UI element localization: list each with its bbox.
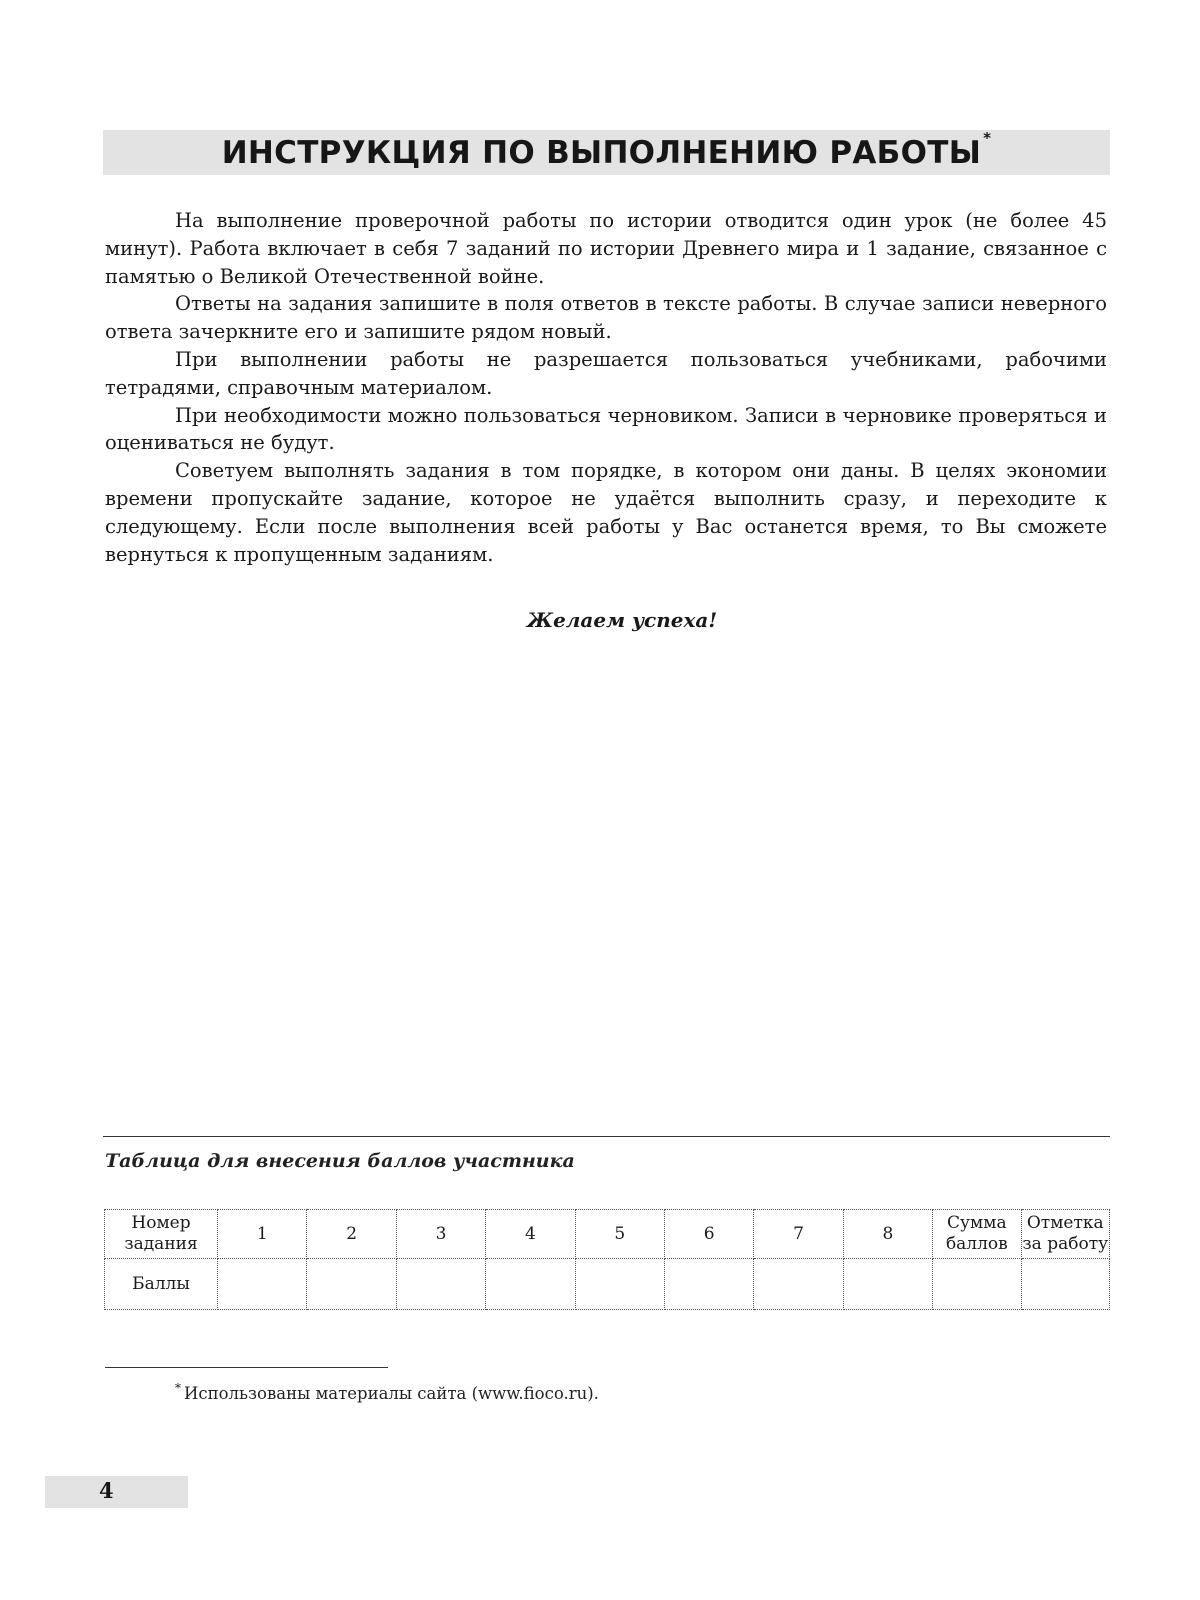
table-divider [103,1136,1110,1137]
task-3-score-cell[interactable] [396,1259,485,1310]
score-table-data-row [105,1259,1110,1310]
instruction-paragraph-3: При выполнении работы не разрешается пользоваться учебниками, рабочими тетрадями, справочным материалом. [105,347,1107,399]
task-number-header [105,1210,218,1259]
score-table-caption: Таблица для внесения баллов участника [105,1150,575,1172]
page-title-text: ИНСТРУКЦИЯ ПО ВЫПОЛНЕНИЮ РАБОТЫ [221,134,982,171]
instruction-paragraph-1: На выполнение проверочной работы по истории отводится один урок (не более 45 минут). Работа включает в себя 7 заданий по истории Древнего мира и 1 задание, связанное с памятью о Великой Отечественной войне. [105,209,1107,288]
sum-score-cell[interactable] [933,1259,1021,1310]
footnote [175,1381,599,1403]
instruction-paragraph-2: Ответы на задания запишите в поля ответов в тексте работы. В случае записи неверного ответа зачеркните его и запишите рядом новый. [105,292,1107,344]
sum-header-line1: Сумма [947,1213,1007,1233]
grade-header-line1: Отметка [1026,1213,1104,1233]
sum-header-line2: баллов [945,1234,1008,1254]
task-4-score-cell[interactable] [486,1259,575,1310]
grade-cell[interactable] [1021,1259,1109,1310]
score-table [104,1209,1110,1310]
footnote-mark: * [175,1381,181,1395]
closing-wish: Желаем успеха! [526,608,718,632]
grade-header-line2: за работу [1022,1234,1109,1254]
instruction-paragraph-4: При необходимости можно пользоваться черновиком. Записи в черновике проверяться и оцениваться не будут. [105,403,1107,455]
instruction-paragraph-5: Советуем выполнять задания в том порядке, в котором они даны. В целях экономии времени пропускайте задание, которое не удаётся выполнить сразу, и переходите к следующему. Если после выполнения всей работы у Вас останется время, то Вы сможете вернуться к пропущенным заданиям. [105,459,1107,566]
task-number-header-line1: Номер [131,1213,191,1233]
task-5-header: 5 [575,1210,664,1259]
score-table-header-row [105,1210,1110,1259]
task-8-header: 8 [843,1210,932,1259]
page-number-box [45,1476,188,1508]
task-3-header: 3 [396,1210,485,1259]
task-2-header: 2 [307,1210,396,1259]
task-1-header: 1 [218,1210,307,1259]
title-footnote-mark: * [983,128,992,147]
sum-header [933,1210,1021,1259]
task-7-header: 7 [754,1210,843,1259]
task-8-score-cell[interactable] [843,1259,932,1310]
task-6-header: 6 [664,1210,753,1259]
task-7-score-cell[interactable] [754,1259,843,1310]
task-number-header-line2: задания [124,1234,198,1254]
task-6-score-cell[interactable] [664,1259,753,1310]
footnote-text: Использованы материалы сайта (www.fioco.ru). [184,1384,599,1403]
instructions-body [105,207,1107,568]
page-title-bar [103,130,1110,175]
task-1-score-cell[interactable] [218,1259,307,1310]
task-5-score-cell[interactable] [575,1259,664,1310]
grade-header [1021,1210,1109,1259]
footnote-divider [105,1367,388,1368]
task-4-header: 4 [486,1210,575,1259]
task-2-score-cell[interactable] [307,1259,396,1310]
scores-label: Баллы [105,1259,218,1310]
page-number: 4 [99,1478,114,1503]
page-title [221,128,992,171]
